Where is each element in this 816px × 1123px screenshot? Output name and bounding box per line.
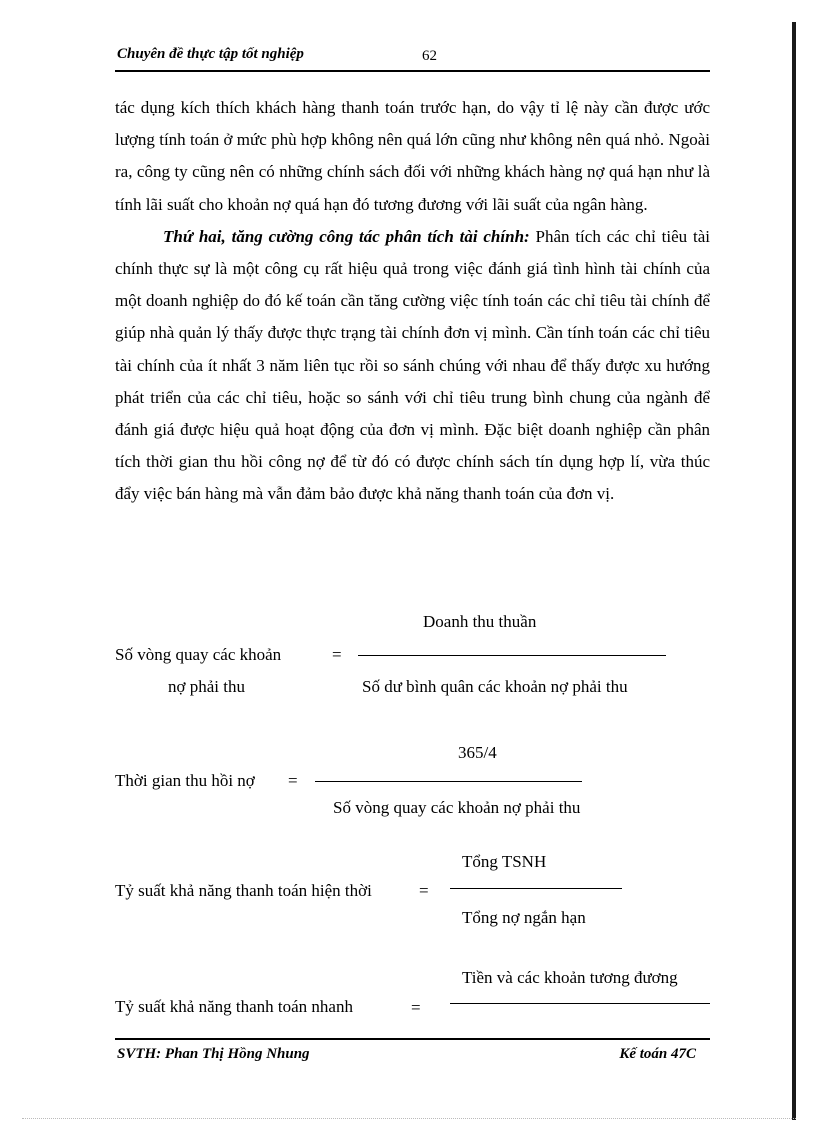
f3-numerator: Tổng TSNH <box>462 852 547 871</box>
f3-equals: = <box>419 881 429 900</box>
paragraph-1: tác dụng kích thích khách hàng thanh toán trước hạn, do vậy tỉ lệ này cần được ước lượng tính toán ở mức phù hợp không nên quá lớn cũng như không nên quá nhỏ. Ngoài ra, công ty cũng nên có những chính sách đối với những khách hàng nợ quá hạn như là tính lãi suất cho khoản nợ quá hạn đó tương đương với lãi suất của ngân hàng. <box>115 98 710 214</box>
f4-numerator: Tiền và các khoản tương đương <box>462 968 678 987</box>
f1-equals: = <box>332 645 342 664</box>
f1-fraction-bar <box>358 655 666 656</box>
f1-numerator: Doanh thu thuần <box>423 612 537 631</box>
f2-numerator: 365/4 <box>458 743 497 762</box>
footer-department: Kế toán 47C <box>619 1046 696 1062</box>
f3-denominator: Tổng nợ ngắn hạn <box>462 908 586 927</box>
f1-label-line1: Số vòng quay các khoản <box>115 645 282 664</box>
f2-label: Thời gian thu hồi nợ <box>115 771 255 790</box>
f2-fraction-bar <box>315 781 582 782</box>
f4-equals: = <box>411 998 421 1017</box>
f4-label: Tỷ suất khả năng thanh toán nhanh <box>115 997 353 1016</box>
paragraph-2-text: Phân tích các chỉ tiêu tài chính thực sự là một công cụ rất hiệu quả trong việc đánh giá tình hình tài chính của một doanh nghiệp do đó kế toán cần tăng cường việc tính toán các chỉ tiêu tài chính để giúp nhà quản lý thấy được thực trạng tài chính đơn vị mình. Cần tính toán các chỉ tiêu tài chính của ít nhất 3 năm liên tục rồi so sánh chúng với nhau để thấy được xu hướng phát triển của các chỉ tiêu, hoặc so sánh với chỉ tiêu trung bình chung của ngành để đánh giá được hiệu quả hoạt động của đơn vị mình. Đặc biệt doanh nghiệp cần phân tích thời gian thu hồi công nợ để từ đó có được chính sách tín dụng hợp lí, vừa thúc đẩy việc bán hàng mà vẫn đảm bảo được khả năng thanh toán của đơn vị. <box>115 226 710 504</box>
body-text <box>115 92 710 511</box>
footer-author: SVTH: Phan Thị Hồng Nhung <box>117 1046 310 1062</box>
f4-fraction-bar <box>450 1003 710 1004</box>
f1-denominator: Số dư bình quân các khoản nợ phải thu <box>362 677 628 696</box>
header-title: Chuyên đề thực tập tốt nghiệp <box>117 46 304 62</box>
page-frame-bottom <box>22 1118 796 1119</box>
f3-fraction-bar <box>450 888 622 889</box>
paragraph-2-lead: Thứ hai, tăng cường công tác phân tích tài chính: <box>163 226 530 246</box>
page-footer <box>115 1038 710 1066</box>
f2-denominator: Số vòng quay các khoản nợ phải thu <box>333 798 581 817</box>
page-header <box>115 44 710 72</box>
f1-label-line2: nợ phải thu <box>168 677 245 696</box>
f3-label: Tỷ suất khả năng thanh toán hiện thời <box>115 881 372 900</box>
f2-equals: = <box>288 771 298 790</box>
paragraph-2 <box>115 221 710 511</box>
page-number: 62 <box>422 48 437 64</box>
